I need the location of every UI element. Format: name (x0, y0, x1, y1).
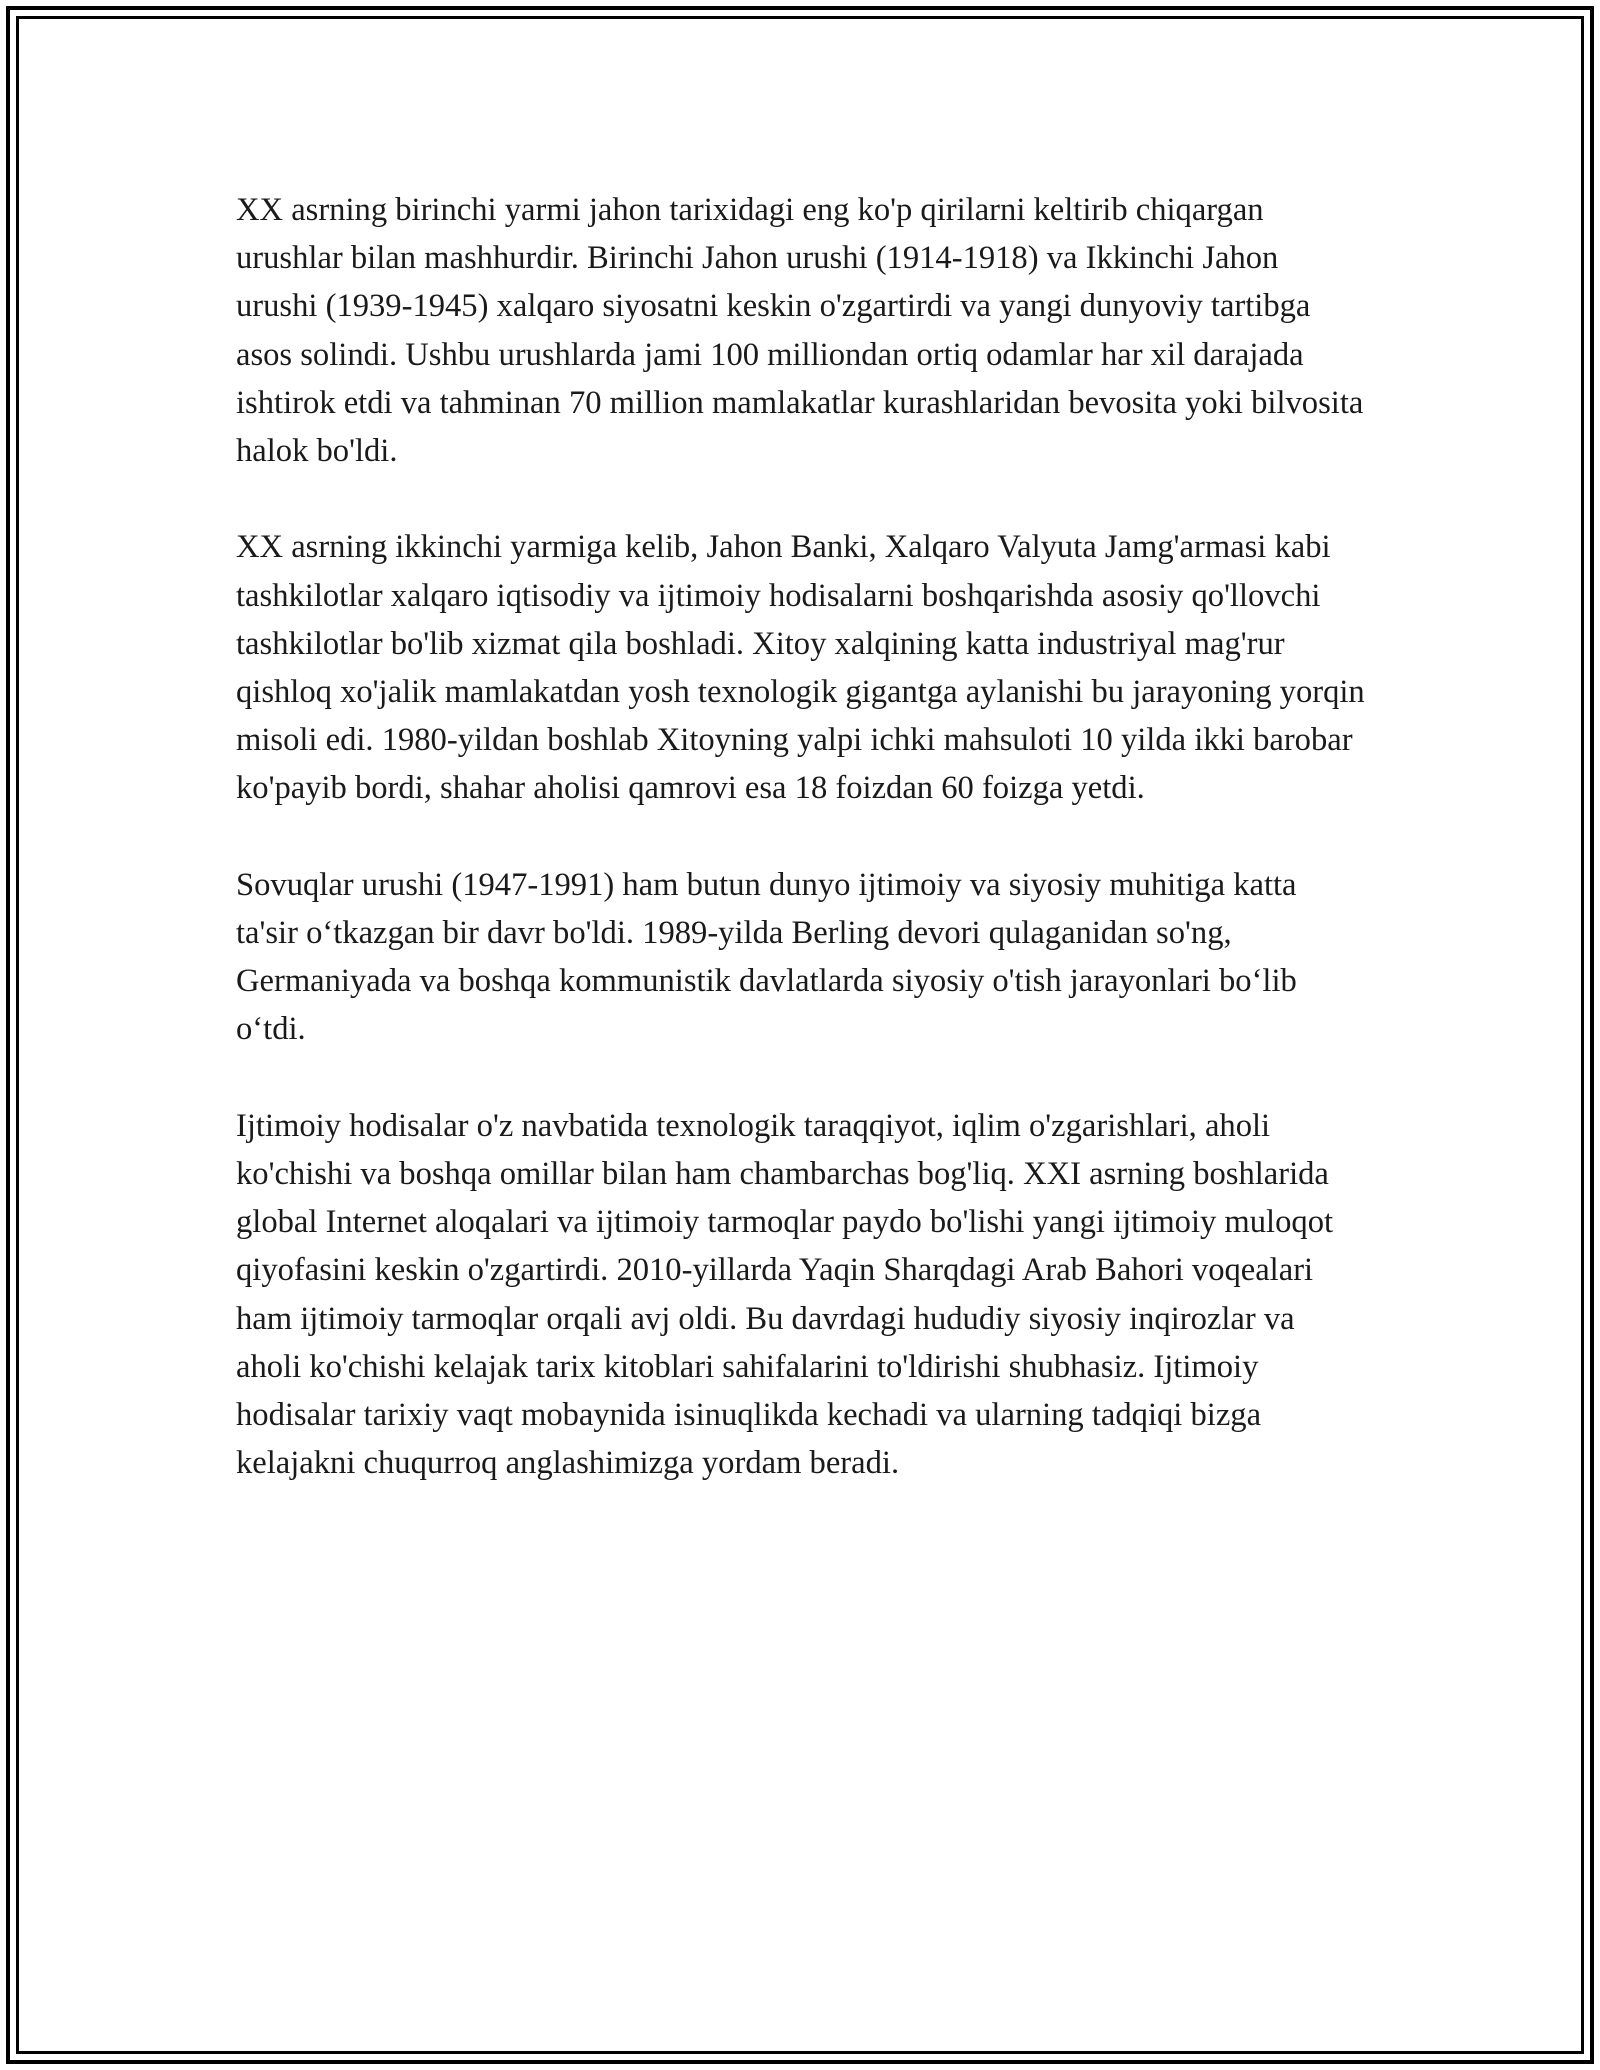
paragraph-2: XX asrning ikkinchi yarmiga kelib, Jahon Banki, Xalqaro Valyuta Jamg'armasi kabi tashkilotlar xalqaro iqtisodiy va ijtimoiy hodisalarni boshqarishda asosiy qo'llovchi tashkilotlar bo'lib xizmat qila boshladi. Xitoy xalqining katta industriyal mag'rur qishloq xo'jalik mamlakatdan yosh texnologik gigantga aylanishi bu jarayoning yorqin misoli edi. 1980-yildan boshlab Xitoyning yalpi ichki mahsuloti 10 yilda ikki barobar ko'payib bordi, shahar aholisi qamrovi esa 18 foizdan 60 foizga yetdi. (236, 529, 1365, 807)
document-body (236, 186, 1366, 1536)
paragraph-1: XX asrning birinchi yarmi jahon tarixidagi eng ko'p qirilarni keltirib chiqargan urushlar bilan mashhurdir. Birinchi Jahon urushi (1914-1918) va Ikkinchi Jahon urushi (1939-1945) xalqaro siyosatni keskin o'zgartirdi va yangi dunyoviy tartibga asos solindi. Ushbu urushlarda jami 100 milliondan ortiq odamlar har xil darajada ishtirok etdi va tahminan 70 million mamlakatlar kurashlaridan bevosita yoki bilvosita halok bo'ldi. (236, 192, 1364, 470)
paragraph-3: Sovuqlar urushi (1947-1991) ham butun dunyo ijtimoiy va siyosiy muhitiga katta ta'sir o‘tkazgan bir davr bo'ldi. 1989-yilda Berling devori qulaganidan so'ng, Germaniyada va boshqa kommunistik davlatlarda siyosiy o'tish jarayonlari bo‘lib o‘tdi. (236, 866, 1297, 1048)
paragraph-4: Ijtimoiy hodisalar o'z navbatida texnologik taraqqiyot, iqlim o'zgarishlari, aholi ko'chishi va boshqa omillar bilan ham chambarchas bog'liq. XXI asrning boshlarida global Internet aloqalari va ijtimoiy tarmoqlar paydo bo'lishi yangi ijtimoiy muloqot qiyofasini keskin o'zgartirdi. 2010-yillarda Yaqin Sharqdagi Arab Bahori voqealari ham ijtimoiy tarmoqlar orqali avj oldi. Bu davrdagi hududiy siyosiy inqirozlar va aholi ko'chishi kelajak tarix kitoblari sahifalarini to'ldirishi shubhasiz. Ijtimoiy hodisalar tarixiy vaqt mobaynida isinuqlikda kechadi va ularning tadqiqi bizga kelajakni chuqurroq anglashimizga yordam beradi. (236, 1107, 1334, 1482)
